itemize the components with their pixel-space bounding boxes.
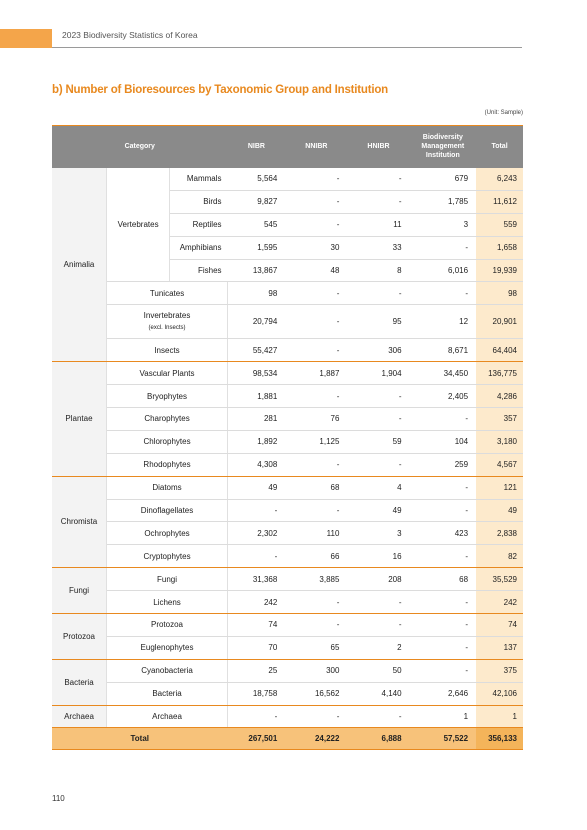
cell-bmi: 6,016	[410, 259, 477, 282]
cell-hnibr: -	[347, 385, 409, 408]
total-row	[52, 728, 523, 750]
table-row	[52, 682, 523, 705]
cell-hnibr: -	[347, 190, 409, 213]
cell-nnibr: -	[285, 499, 347, 522]
col-header-bmi	[410, 126, 477, 168]
cell-nnibr: -	[285, 282, 347, 305]
row-label: Reptiles	[170, 213, 228, 236]
cell-nibr: 20,794	[228, 305, 286, 339]
total-label: Total	[52, 728, 228, 750]
cell-bmi: 68	[410, 568, 477, 591]
cell-total: 74	[476, 614, 523, 637]
col-header-category: Category	[52, 126, 228, 168]
group-plantae: Plantae	[52, 362, 107, 476]
cell-nibr: 55,427	[228, 339, 286, 362]
cell-nnibr: -	[285, 614, 347, 637]
cell-hnibr: -	[347, 591, 409, 614]
cell-nibr: 281	[228, 408, 286, 431]
cell-hnibr: 1,904	[347, 362, 409, 385]
table-row	[52, 705, 523, 728]
cell-nnibr: 16,562	[285, 682, 347, 705]
col-header-bmi-line3: Institution	[425, 152, 460, 160]
col-header-bmi-line2: Management	[421, 143, 465, 151]
cell-nnibr: 48	[285, 259, 347, 282]
row-label: Tunicates	[107, 282, 228, 305]
cell-nnibr: 300	[285, 659, 347, 682]
page-number: 110	[52, 794, 65, 803]
cell-nibr: 9,827	[228, 190, 286, 213]
cell-hnibr: -	[347, 168, 409, 191]
table-row	[52, 362, 523, 385]
cell-bmi: -	[410, 282, 477, 305]
cell-bmi: 2,405	[410, 385, 477, 408]
cell-hnibr: 4,140	[347, 682, 409, 705]
table-row	[52, 305, 523, 339]
cell-total: 4,567	[476, 453, 523, 476]
cell-hnibr: 59	[347, 430, 409, 453]
cell-bmi: -	[410, 476, 477, 499]
row-label: Bacteria	[107, 682, 228, 705]
cell-total: 3,180	[476, 430, 523, 453]
cell-bmi: 8,671	[410, 339, 477, 362]
cell-bmi: 1,785	[410, 190, 477, 213]
cell-nibr: 545	[228, 213, 286, 236]
cell-nnibr: 1,887	[285, 362, 347, 385]
row-label: Vascular Plants	[107, 362, 228, 385]
header-divider	[52, 47, 522, 48]
cell-nibr: 74	[228, 614, 286, 637]
cell-total: 20,901	[476, 305, 523, 339]
table-row	[52, 614, 523, 637]
table-row	[52, 636, 523, 659]
cell-bmi: -	[410, 545, 477, 568]
row-label: Insects	[107, 339, 228, 362]
cell-nnibr: 1,125	[285, 430, 347, 453]
cell-hnibr: -	[347, 282, 409, 305]
cell-nibr: 1,595	[228, 236, 286, 259]
table-row	[52, 385, 523, 408]
row-label	[107, 305, 228, 339]
table-row	[52, 591, 523, 614]
cell-nnibr: -	[285, 213, 347, 236]
header-row	[52, 126, 523, 168]
cell-nibr: 1,892	[228, 430, 286, 453]
cell-total: 42,106	[476, 682, 523, 705]
cell-nnibr: -	[285, 453, 347, 476]
cell-total: 559	[476, 213, 523, 236]
row-label: Mammals	[170, 168, 228, 191]
cell-total: 137	[476, 636, 523, 659]
running-header: 2023 Biodiversity Statistics of Korea	[62, 30, 198, 40]
table-row	[52, 568, 523, 591]
cell-bmi: -	[410, 499, 477, 522]
table-row	[52, 282, 523, 305]
cell-total: 136,775	[476, 362, 523, 385]
row-label: Cryptophytes	[107, 545, 228, 568]
cell-hnibr: 4	[347, 476, 409, 499]
table-row	[52, 499, 523, 522]
cell-nnibr: 65	[285, 636, 347, 659]
row-label: Chlorophytes	[107, 430, 228, 453]
total-nnibr: 24,222	[285, 728, 347, 750]
bioresources-table	[52, 125, 523, 750]
cell-hnibr: 50	[347, 659, 409, 682]
table-row	[52, 408, 523, 431]
cell-nnibr: 3,885	[285, 568, 347, 591]
cell-nnibr: -	[285, 168, 347, 191]
cell-total: 375	[476, 659, 523, 682]
cell-nibr: 49	[228, 476, 286, 499]
cell-nnibr: -	[285, 190, 347, 213]
cell-total: 242	[476, 591, 523, 614]
cell-bmi: -	[410, 591, 477, 614]
group-fungi: Fungi	[52, 568, 107, 614]
cell-hnibr: 8	[347, 259, 409, 282]
group-archaea: Archaea	[52, 705, 107, 728]
row-label: Ochrophytes	[107, 522, 228, 545]
cell-hnibr: 2	[347, 636, 409, 659]
row-label: Archaea	[107, 705, 228, 728]
total-bmi: 57,522	[410, 728, 477, 750]
cell-nnibr: 110	[285, 522, 347, 545]
row-label: Bryophytes	[107, 385, 228, 408]
cell-nnibr: -	[285, 385, 347, 408]
cell-nnibr: -	[285, 591, 347, 614]
cell-nnibr: 66	[285, 545, 347, 568]
cell-total: 357	[476, 408, 523, 431]
row-label: Diatoms	[107, 476, 228, 499]
cell-nnibr: -	[285, 705, 347, 728]
table-row	[52, 453, 523, 476]
row-label: Lichens	[107, 591, 228, 614]
row-label: Amphibians	[170, 236, 228, 259]
cell-nibr: 98,534	[228, 362, 286, 385]
cell-nibr: 242	[228, 591, 286, 614]
cell-nnibr: -	[285, 305, 347, 339]
unit-note: (Unit: Sample)	[484, 110, 523, 116]
cell-bmi: 3	[410, 213, 477, 236]
cell-hnibr: 3	[347, 522, 409, 545]
row-label-note: (excl. Insects)	[148, 324, 186, 331]
cell-total: 121	[476, 476, 523, 499]
row-label: Cyanobacteria	[107, 659, 228, 682]
cell-bmi: -	[410, 408, 477, 431]
cell-total: 1	[476, 705, 523, 728]
cell-bmi: -	[410, 614, 477, 637]
row-label: Rhodophytes	[107, 453, 228, 476]
table-row	[52, 659, 523, 682]
cell-nnibr: -	[285, 339, 347, 362]
row-label-main: Invertebrates	[143, 310, 191, 320]
cell-hnibr: 11	[347, 213, 409, 236]
cell-nibr: 31,368	[228, 568, 286, 591]
cell-total: 2,838	[476, 522, 523, 545]
total-hnibr: 6,888	[347, 728, 409, 750]
cell-bmi: 12	[410, 305, 477, 339]
cell-nnibr: 76	[285, 408, 347, 431]
cell-total: 6,243	[476, 168, 523, 191]
cell-total: 49	[476, 499, 523, 522]
cell-nnibr: 30	[285, 236, 347, 259]
cell-nibr: 2,302	[228, 522, 286, 545]
cell-total: 82	[476, 545, 523, 568]
cell-total: 1,658	[476, 236, 523, 259]
cell-bmi: 1	[410, 705, 477, 728]
table-row	[52, 339, 523, 362]
col-header-hnibr: HNIBR	[347, 126, 409, 168]
total-nibr: 267,501	[228, 728, 286, 750]
cell-hnibr: -	[347, 453, 409, 476]
cell-hnibr: 49	[347, 499, 409, 522]
row-label: Dinoflagellates	[107, 499, 228, 522]
cell-total: 98	[476, 282, 523, 305]
cell-total: 11,612	[476, 190, 523, 213]
cell-nibr: 5,564	[228, 168, 286, 191]
cell-nibr: -	[228, 499, 286, 522]
table-row	[52, 522, 523, 545]
cell-bmi: 2,646	[410, 682, 477, 705]
table-row	[52, 168, 523, 191]
col-header-nnibr: NNIBR	[285, 126, 347, 168]
row-label: Fungi	[107, 568, 228, 591]
cell-bmi: -	[410, 236, 477, 259]
cell-nibr: -	[228, 705, 286, 728]
cell-hnibr: -	[347, 408, 409, 431]
table-row	[52, 476, 523, 499]
row-label: Birds	[170, 190, 228, 213]
cell-hnibr: -	[347, 705, 409, 728]
cell-nibr: 25	[228, 659, 286, 682]
cell-hnibr: 95	[347, 305, 409, 339]
section-title: b) Number of Bioresources by Taxonomic Group and Institution	[52, 84, 389, 96]
cell-nibr: 70	[228, 636, 286, 659]
group-chromista: Chromista	[52, 476, 107, 568]
cell-bmi: 104	[410, 430, 477, 453]
cell-total: 19,939	[476, 259, 523, 282]
col-header-nibr: NIBR	[228, 126, 286, 168]
cell-hnibr: 33	[347, 236, 409, 259]
group-protozoa: Protozoa	[52, 614, 107, 660]
cell-total: 35,529	[476, 568, 523, 591]
col-header-bmi-line1: Biodiversity	[422, 134, 463, 142]
cell-bmi: 259	[410, 453, 477, 476]
cell-nibr: 13,867	[228, 259, 286, 282]
col-header-total: Total	[476, 126, 523, 168]
cell-hnibr: 208	[347, 568, 409, 591]
row-label: Protozoa	[107, 614, 228, 637]
group-bacteria: Bacteria	[52, 659, 107, 705]
cell-nibr: 98	[228, 282, 286, 305]
row-label: Charophytes	[107, 408, 228, 431]
subgroup-vertebrates: Vertebrates	[107, 168, 170, 282]
cell-bmi: 34,450	[410, 362, 477, 385]
cell-total: 4,286	[476, 385, 523, 408]
table-row	[52, 545, 523, 568]
cell-hnibr: 306	[347, 339, 409, 362]
cell-bmi: 423	[410, 522, 477, 545]
cell-nnibr: 68	[285, 476, 347, 499]
cell-nibr: 1,881	[228, 385, 286, 408]
total-total: 356,133	[476, 728, 523, 750]
cell-nibr: 18,758	[228, 682, 286, 705]
row-label: Fishes	[170, 259, 228, 282]
cell-total: 64,404	[476, 339, 523, 362]
cell-nibr: -	[228, 545, 286, 568]
cell-hnibr: 16	[347, 545, 409, 568]
group-animalia: Animalia	[52, 168, 107, 362]
cell-hnibr: -	[347, 614, 409, 637]
cell-bmi: -	[410, 659, 477, 682]
table-row	[52, 430, 523, 453]
cell-nibr: 4,308	[228, 453, 286, 476]
cell-bmi: 679	[410, 168, 477, 191]
header-accent-bar	[0, 29, 52, 48]
row-label: Euglenophytes	[107, 636, 228, 659]
cell-bmi: -	[410, 636, 477, 659]
